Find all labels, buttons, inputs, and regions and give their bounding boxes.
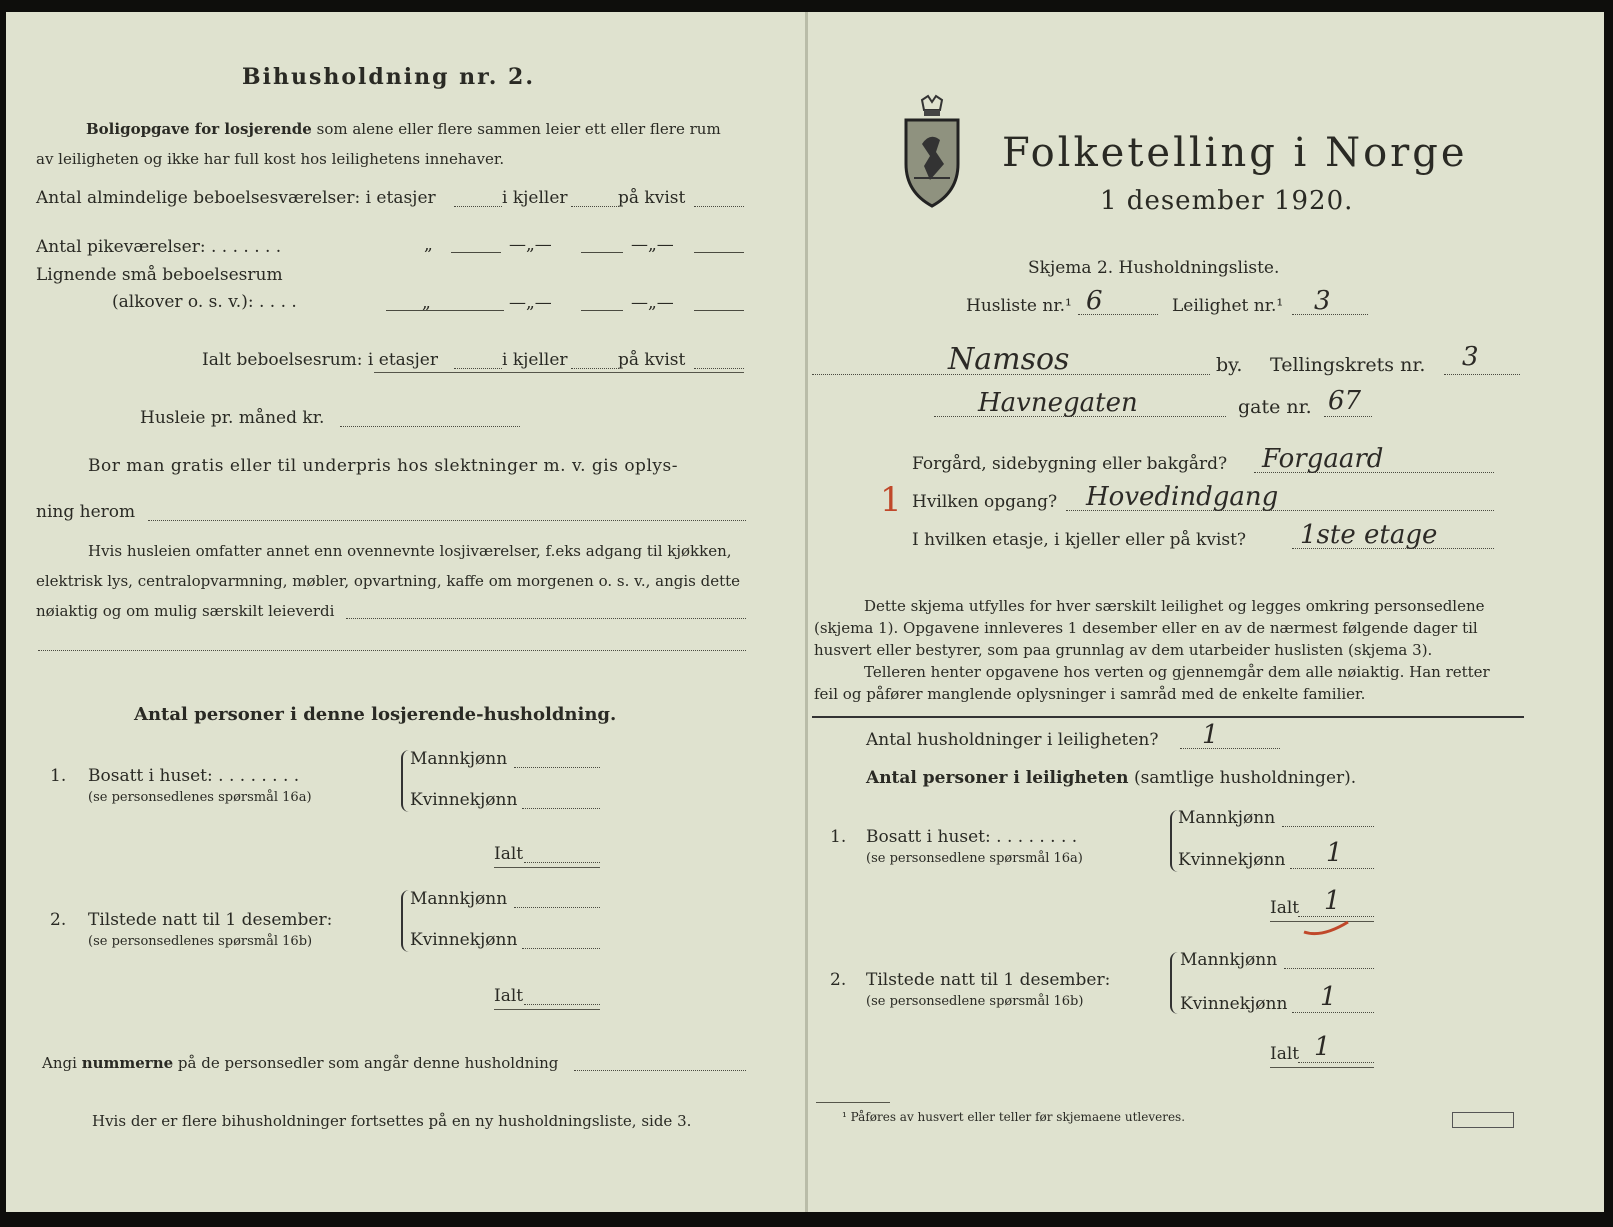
right-page xyxy=(808,12,1604,1212)
rent-label: Husleie pr. måned kr. xyxy=(140,408,325,428)
right-q2-number: 2. xyxy=(830,970,847,990)
leilighet-value: 3 xyxy=(1314,286,1331,316)
rooms-label: Antal almindelige beboelsesværelser: i etasjer xyxy=(36,188,436,208)
street-value: Havnegaten xyxy=(978,388,1138,418)
schema-label: Skjema 2. Husholdningsliste. xyxy=(1028,258,1280,278)
krets-field[interactable] xyxy=(1444,374,1520,375)
right-q1-total-label: Ialt xyxy=(1270,898,1300,918)
free-line-1: Bor man gratis eller til underpris hos slektninger m. v. gis oplys- xyxy=(88,456,678,476)
right-q1-female-label: Kvinnekjønn xyxy=(1178,850,1286,870)
right-q2-sub: (se personsedlene spørsmål 16b) xyxy=(866,994,1084,1009)
leilighet-label: Leilighet nr.¹ xyxy=(1172,296,1284,316)
intro-line-1 xyxy=(86,120,721,138)
persons-heading-bold: Antal personer i leiligheten xyxy=(866,768,1129,788)
pike-field-2[interactable] xyxy=(581,252,623,253)
floor-label: I hvilken etasje, i kjeller eller på kvist? xyxy=(912,530,1247,550)
pike-field-1[interactable] xyxy=(451,252,501,253)
numbers-bold: nummerne xyxy=(81,1054,174,1072)
left-page xyxy=(6,12,806,1212)
right-q1-total-value: 1 xyxy=(1324,886,1341,916)
rooms-kvist-field[interactable] xyxy=(694,206,744,207)
pike-ditto-2: —„— xyxy=(509,235,552,255)
left-q1-male-field[interactable] xyxy=(514,767,600,768)
info-line-1: Dette skjema utfylles for hver særskilt leilighet og legges omkring personsedlene xyxy=(864,597,1485,615)
right-q2-male-label: Mannkjønn xyxy=(1180,950,1278,970)
right-title: Folketelling i Norge xyxy=(1002,130,1468,176)
intro-bold: Boligopgave for losjerende xyxy=(86,120,312,138)
info-line-5: feil og påfører manglende oplysninger i samråd med de enkelte familier. xyxy=(814,685,1366,703)
right-q2-total-value: 1 xyxy=(1314,1032,1331,1062)
small-rooms-label-2: (alkover o. s. v.): . . . . xyxy=(112,292,297,312)
left-q2-male-label: Mannkjønn xyxy=(410,889,508,909)
entrance-check-mark: 1 xyxy=(880,480,902,520)
info-line-2: (skjema 1). Opgavene innleveres 1 desember eller en av de nærmest følgende dager til xyxy=(814,619,1478,637)
right-q1-male-label: Mannkjønn xyxy=(1178,808,1276,828)
gate-field[interactable] xyxy=(1324,416,1372,417)
left-footer: Hvis der er flere bihusholdninger fortsettes på en ny husholdningsliste, side 3. xyxy=(92,1112,692,1130)
extra-field-1[interactable] xyxy=(346,618,746,619)
households-field[interactable] xyxy=(1180,748,1280,749)
small-ditto-2: —„— xyxy=(509,293,552,313)
pike-ditto-1: „ xyxy=(424,235,433,255)
rooms-kjeller-field[interactable] xyxy=(571,206,619,207)
left-q2-female-label: Kvinnekjønn xyxy=(410,930,518,950)
red-tick-mark-icon xyxy=(1302,918,1352,938)
numbers-text-2: på de personsedler som angår denne husholdning xyxy=(177,1054,559,1072)
right-q1-female-field[interactable] xyxy=(1290,868,1374,869)
small-ditto-3: —„— xyxy=(631,293,674,313)
small-field-1[interactable] xyxy=(386,310,504,311)
pike-ditto-3: —„— xyxy=(631,235,674,255)
right-subtitle: 1 desember 1920. xyxy=(1100,186,1354,216)
numbers-field[interactable] xyxy=(574,1070,746,1071)
ialt-kvist-field[interactable] xyxy=(694,368,744,369)
gate-value: 67 xyxy=(1328,386,1362,416)
yard-label: Forgård, sidebygning eller bakgård? xyxy=(912,454,1228,474)
left-q1-label: Bosatt i huset: . . . . . . . . xyxy=(88,766,300,786)
right-q2-total-label: Ialt xyxy=(1270,1044,1300,1064)
footnote-rule xyxy=(816,1102,890,1103)
right-q1-number: 1. xyxy=(830,827,847,847)
right-q1-total-field[interactable] xyxy=(1298,916,1374,917)
left-q1-male-label: Mannkjønn xyxy=(410,749,508,769)
right-q2-label: Tilstede natt til 1 desember: xyxy=(866,970,1111,990)
info-line-4: Telleren henter opgavene hos verten og gjennemgår dem alle nøiaktig. Han retter xyxy=(864,663,1490,681)
left-q1-total-underline xyxy=(494,867,600,868)
left-q1-number: 1. xyxy=(50,766,67,786)
ialt-kjeller-field[interactable] xyxy=(571,368,619,369)
households-label: Antal husholdninger i leiligheten? xyxy=(866,730,1159,750)
info-line-3: husvert eller bestyrer, som paa grunnlag av dem utarbeider huslisten (skjema 3). xyxy=(814,641,1433,659)
right-q1-sub: (se personsedlene spørsmål 16a) xyxy=(866,851,1083,866)
extra-line-2: elektrisk lys, centralopvarmning, møbler, opvartning, kaffe om morgenen o. s. v., angis dette xyxy=(36,572,741,590)
left-q2-female-field[interactable] xyxy=(522,948,600,949)
right-q1-female-value: 1 xyxy=(1326,838,1343,868)
left-q2-male-field[interactable] xyxy=(514,907,600,908)
left-q1-sub: (se personsedlenes spørsmål 16a) xyxy=(88,790,312,805)
intro-rest: som alene eller flere sammen leier ett eller flere rum xyxy=(316,120,721,138)
free-field[interactable] xyxy=(148,520,746,521)
extra-line-1: Hvis husleien omfatter annet enn ovennevnte losjiværelser, f.eks adgang til kjøkken, xyxy=(88,542,732,560)
left-persons-heading: Antal personer i denne losjerende-husholdning. xyxy=(134,704,617,725)
footnote: ¹ Påføres av husvert eller teller før skjemaene utleveres. xyxy=(842,1110,1186,1124)
left-q2-total-field[interactable] xyxy=(524,1004,600,1005)
persons-heading-rest: (samtlige husholdninger). xyxy=(1133,768,1357,788)
extra-field-2[interactable] xyxy=(38,650,746,651)
right-q2-male-field[interactable] xyxy=(1284,968,1374,969)
households-value: 1 xyxy=(1202,720,1219,750)
rooms-kvist-label: på kvist xyxy=(618,188,686,208)
left-q2-total-label: Ialt xyxy=(494,986,524,1006)
rooms-etasjer-field[interactable] xyxy=(454,206,502,207)
free-line-2: ning herom xyxy=(36,502,136,522)
floor-value: 1ste etage xyxy=(1300,520,1438,550)
intro-line-2: av leiligheten og ikke har full kost hos leilighetens innehaver. xyxy=(36,150,505,168)
left-q1-female-label: Kvinnekjønn xyxy=(410,790,518,810)
krets-label: Tellingskrets nr. xyxy=(1270,354,1426,376)
ialt-rooms-label: Ialt beboelsesrum: i etasjer xyxy=(202,350,438,370)
pike-field-3[interactable] xyxy=(694,252,744,253)
small-field-3[interactable] xyxy=(694,310,744,311)
gate-label: gate nr. xyxy=(1238,396,1312,418)
husliste-value: 6 xyxy=(1086,286,1103,316)
ialt-etasjer-field[interactable] xyxy=(454,368,502,369)
entrance-label: Hvilken opgang? xyxy=(912,492,1058,512)
rent-field[interactable] xyxy=(340,426,520,427)
right-q2-total-underline xyxy=(1270,1067,1374,1068)
entrance-value: Hovedindgang xyxy=(1086,482,1279,512)
extra-line-3: nøiaktig og om mulig særskilt leieverdi xyxy=(36,602,335,620)
small-ditto-1: „ xyxy=(422,293,431,313)
pike-label: Antal pikeværelser: . . . . . . . xyxy=(36,237,282,257)
husliste-label: Husliste nr.¹ xyxy=(966,296,1072,316)
right-q1-male-field[interactable] xyxy=(1282,826,1374,827)
printer-stamp xyxy=(1452,1112,1514,1128)
left-q1-female-field[interactable] xyxy=(522,808,600,809)
right-q2-female-value: 1 xyxy=(1320,982,1337,1012)
right-q2-brace xyxy=(1170,952,1180,1014)
left-q2-sub: (se personsedlenes spørsmål 16b) xyxy=(88,934,313,949)
ialt-underline xyxy=(374,372,744,373)
by-label: by. xyxy=(1216,354,1243,376)
numbers-text-1: Angi xyxy=(42,1054,77,1072)
left-q1-total-field[interactable] xyxy=(524,862,600,863)
rooms-kjeller-label: i kjeller xyxy=(502,188,568,208)
persons-heading xyxy=(866,768,1356,788)
left-title: Bihusholdning nr. 2. xyxy=(242,64,535,90)
right-q2-female-label: Kvinnekjønn xyxy=(1180,994,1288,1014)
left-q1-total-label: Ialt xyxy=(494,844,524,864)
left-q2-label: Tilstede natt til 1 desember: xyxy=(88,910,333,930)
divider xyxy=(812,716,1524,718)
numbers-line xyxy=(42,1054,558,1072)
right-q1-label: Bosatt i huset: . . . . . . . . xyxy=(866,827,1078,847)
krets-value: 3 xyxy=(1462,342,1479,372)
right-q2-total-field[interactable] xyxy=(1298,1062,1374,1063)
city-value: Namsos xyxy=(948,342,1070,377)
left-q2-number: 2. xyxy=(50,910,67,930)
left-q2-total-underline xyxy=(494,1009,600,1010)
ialt-kvist-label: på kvist xyxy=(618,350,686,370)
yard-value: Forgaard xyxy=(1262,444,1384,474)
coat-of-arms-icon xyxy=(900,94,964,210)
ialt-kjeller-label: i kjeller xyxy=(502,350,568,370)
right-q2-female-field[interactable] xyxy=(1292,1012,1374,1013)
small-rooms-label-1: Lignende små beboelsesrum xyxy=(36,265,283,285)
small-field-2[interactable] xyxy=(581,310,623,311)
